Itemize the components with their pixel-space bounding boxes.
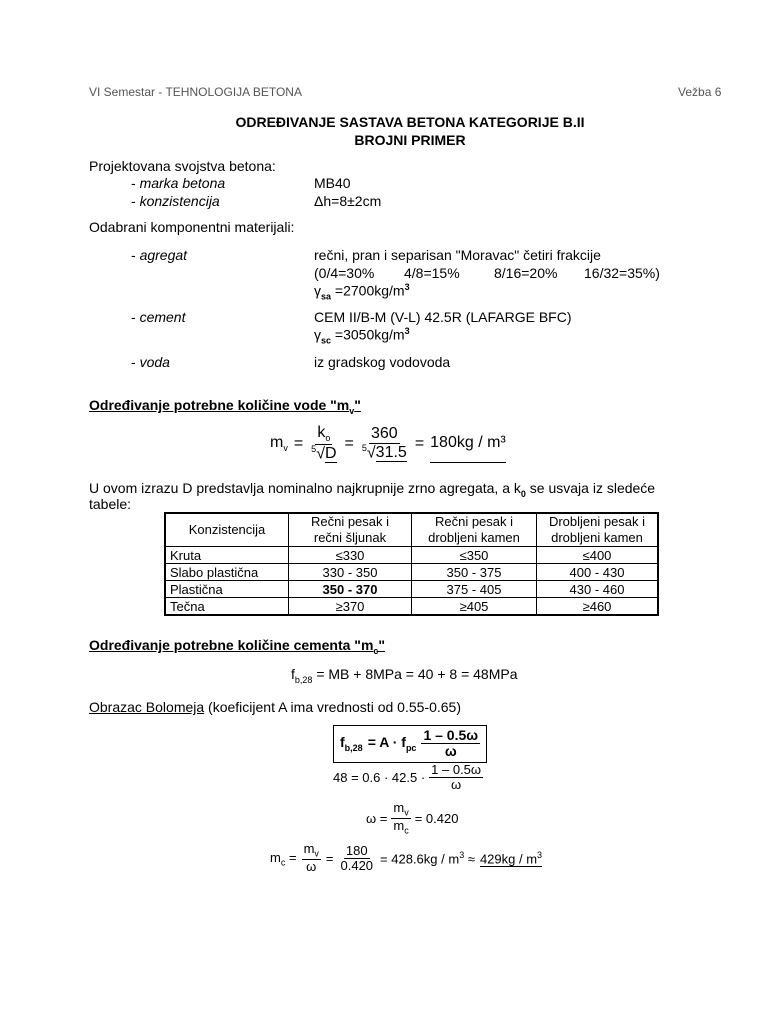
omega-right: = 0.420 — [414, 811, 459, 827]
agregat-label: - agregat — [131, 247, 188, 263]
formula-mv: $m_v$ — [270, 433, 288, 454]
voda-label: - voda — [131, 354, 170, 370]
agregat-label-text: agregat — [139, 247, 188, 263]
formula-result: 180kg / m³ — [430, 434, 506, 463]
materials-heading: Odabrani komponentni materijali: — [89, 219, 295, 235]
mc-frac1 — [302, 842, 321, 875]
table-cell: ≤400 — [537, 547, 659, 564]
cement-line1: CEM II/B-M (V-L) 42.5R (LAFARGE BFC) — [314, 309, 572, 325]
th-3-line1: Drobljeni pesak i — [548, 514, 646, 529]
kons-label: - konzistencija — [131, 193, 220, 209]
agregat-frac1: (0/4=30% — [314, 265, 375, 281]
th-1-line2: rečni šljunak — [313, 530, 387, 545]
cement-label: - cement — [131, 309, 186, 325]
bolomej-num: 1 – 0.5ω — [423, 727, 479, 743]
header-exercise: Vežba 6 — [678, 85, 722, 99]
mc-mid: = $428.6kg / m^3$ ≈ — [380, 850, 475, 867]
formula-root-d: $^5$√D — [311, 444, 337, 463]
mc-frac1-num: $m_v$ — [303, 841, 319, 859]
bolomej-den: ω — [444, 743, 457, 760]
water-heading-text: Određivanje potrebne količine vode "m — [89, 397, 350, 413]
cement-heading-sub: c — [373, 645, 379, 656]
omega-den: $m_c$ — [393, 818, 409, 837]
formula-360: 360 — [370, 425, 398, 443]
table-cell: 400 - 430 — [537, 564, 659, 581]
table-cell: 350 - 375 — [412, 564, 537, 581]
table-header-row — [165, 513, 658, 547]
table-cell: Kruta — [165, 547, 289, 564]
formula-315: 31.5 — [375, 444, 407, 462]
table-cell: ≥460 — [537, 598, 659, 616]
mc-mid-text: = 428.6kg / m — [380, 851, 460, 867]
omega-equation — [366, 801, 458, 837]
bolomej-link[interactable]: Obrazac Bolomeja — [89, 699, 205, 715]
th-3-line2: drobljeni kamen — [551, 530, 643, 545]
table-header-cell — [537, 513, 659, 547]
table-cell: Tečna — [165, 598, 289, 616]
bolomej-numeric-den: ω — [451, 777, 462, 793]
agregat-frac3: 8/16=20% — [494, 265, 558, 281]
table-cell: Plastična — [165, 581, 289, 598]
bolomej-text: (koeficijent A ima vrednosti od 0.55-0.65) — [204, 699, 461, 715]
bolomej-frac — [421, 728, 480, 760]
agregat-frac2: 4/8=15% — [404, 265, 460, 281]
agregat-gamma-value: =2700kg/m — [334, 282, 405, 299]
props-heading: Projektovana svojstva betona: — [89, 158, 276, 174]
formula-ko-k: k — [317, 424, 326, 441]
table-cell: 375 - 405 — [412, 581, 537, 598]
mc-frac2-num: 180 — [345, 842, 368, 858]
consistency-table — [164, 512, 659, 616]
mc-final: $429kg / m^3$ — [479, 849, 543, 867]
fb-equation: $f_{b,28}$ = MB + 8MPa = 40 + 8 = 48MPa — [291, 666, 518, 685]
voda-value: iz gradskog vodovoda — [314, 354, 451, 370]
mc-final-text: 429kg / m — [479, 851, 538, 867]
table-row — [165, 598, 658, 616]
formula-ko: $k_o$ — [317, 424, 331, 444]
omega-frac — [391, 801, 410, 837]
bolomej-numeric-num: 1 – 0.5ω — [431, 762, 482, 777]
formula-d: D — [324, 445, 337, 463]
water-heading-sub: v — [349, 405, 355, 416]
header-course: VI Semestar - TEHNOLOGIJA BETONA — [89, 85, 302, 99]
voda-label-text: voda — [139, 354, 170, 370]
table-cell: ≤330 — [289, 547, 412, 564]
water-text1-a: U ovom izrazu D predstavlja nominalno najkrupnije zrno agregata, a k — [89, 480, 521, 496]
water-text2: tabele: — [89, 496, 132, 512]
agregat-gamma: $\gamma_{sa} =2700kg/m^3$ — [314, 282, 410, 302]
water-heading: Određivanje potrebne količine vode "$m_v$" — [89, 397, 361, 416]
table-header-cell — [412, 513, 537, 547]
th-1-line1: Rečni pesak i — [310, 514, 390, 529]
bolomej-formula-box: $f_{b,28}$ = $A \cdot f_{pc}$ $\frac{1 - 0.5\omega}{\omega}$ — [333, 725, 487, 763]
marka-value: MB40 — [314, 175, 351, 191]
bolomej-line — [89, 699, 461, 715]
table-cell: 430 - 460 — [537, 581, 659, 598]
formula-mv-m: m — [270, 433, 284, 451]
cement-gamma: $\gamma_{sc} =3050kg/m^3$ — [314, 326, 410, 346]
marka-label: - marka betona — [131, 175, 226, 191]
agregat-line1: rečni, pran i separisan "Moravac" četiri frakcije — [314, 247, 601, 263]
formula-root-315: $^5$√31.5 — [361, 442, 407, 462]
page-title: ODREĐIVANJE SASTAVA BETONA KATEGORIJE B.II — [235, 114, 585, 130]
fb-equation-text: = MB + 8MPa = 40 + 8 = 48MPa — [316, 666, 518, 682]
kons-value: Δh=8±2cm — [314, 193, 382, 209]
table-header-cell — [289, 513, 412, 547]
bolomej-numeric-left: 48 = 0.6 · 42.5 · — [333, 770, 426, 786]
th-2-line1: Rečni pesak i — [434, 514, 514, 529]
table-row — [165, 564, 658, 581]
water-formula: $m_v$ = $\frac{k_o}{^5√D}$ = $\frac{360}{^5√31.5}$ = 180kg / m³ — [270, 424, 506, 463]
table-cell-highlighted: 350 - 370 — [289, 581, 412, 598]
mc-frac2-den: 0.420 — [340, 857, 374, 873]
table-cell: ≤350 — [412, 547, 537, 564]
cement-label-text: cement — [139, 309, 186, 325]
omega-left: ω = — [366, 811, 388, 827]
water-text1-b: se usvaja iz sledeće — [525, 480, 656, 496]
table-row — [165, 547, 658, 564]
mc-equation: $m_c$ = $\frac{m_v}{\omega}$ = $\frac{180}{0.420}$ = $428.6kg / m^3$ ≈ $429kg / m^3$ — [270, 841, 543, 875]
bolomej-numeric — [333, 763, 483, 793]
mc-frac2 — [339, 844, 376, 874]
table-cell: 330 - 350 — [289, 564, 412, 581]
cement-heading-text: Određivanje potrebne količine cementa "m — [89, 637, 374, 653]
cement-heading: Određivanje potrebne količine cementa "$m_c$" — [89, 637, 386, 656]
mc-left: $m_c$ = — [270, 849, 297, 868]
omega-num: $m_v$ — [393, 800, 409, 818]
th-2-line2: drobljeni kamen — [428, 530, 520, 545]
table-cell: ≥405 — [412, 598, 537, 616]
mc-frac1-den: ω — [306, 859, 317, 875]
kons-label-text: konzistencija — [139, 193, 220, 209]
cement-gamma-value: =3050kg/m — [334, 326, 405, 343]
formula-frac2 — [360, 425, 409, 462]
marka-label-text: marka betona — [139, 175, 226, 191]
formula-frac1 — [309, 424, 338, 463]
agregat-frac4: 16/32=35%) — [584, 265, 660, 281]
water-text1: U ovom izrazu D predstavlja nominalno najkrupnije zrno agregata, a $k_0$ se usvaja iz sledeće — [89, 480, 656, 499]
bolomej-numeric-frac — [429, 763, 483, 793]
table-cell: Slabo plastična — [165, 564, 289, 581]
table-cell: ≥370 — [289, 598, 412, 616]
table-row — [165, 581, 658, 598]
page-subtitle: BROJNI PRIMER — [354, 132, 466, 148]
table-header-cell — [165, 513, 289, 547]
th-0-line1: Konzistencija — [188, 522, 266, 537]
